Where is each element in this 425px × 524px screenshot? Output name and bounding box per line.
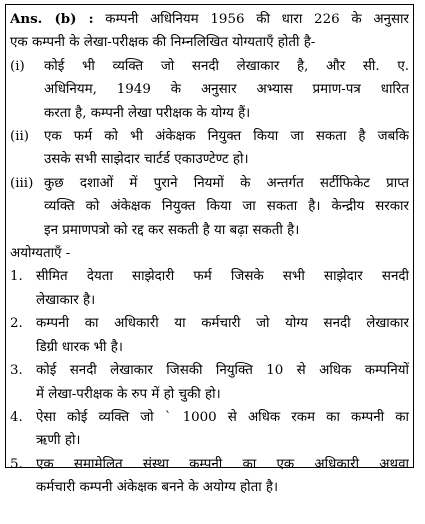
disqualification-number: 5. xyxy=(10,456,23,472)
disqualification-text-line: कर्मचारी कम्पनी अंकेक्षक बनने के अयोग्य होता है। xyxy=(36,480,279,496)
qualification-text-line: अधिनियम, 1949 के अनुसार अभ्यास प्रमाण-पत्र धारित xyxy=(44,82,409,98)
disqualification-text-line: में लेखा-परीक्षक के रुप में हो चुकी हो। xyxy=(36,386,221,402)
qualification-item xyxy=(10,172,409,242)
qualification-item xyxy=(10,125,409,172)
qualification-text xyxy=(44,172,409,242)
disqualification-number: 1. xyxy=(10,269,23,285)
disqualification-text xyxy=(36,453,409,500)
answer-intro-line-1 xyxy=(10,8,409,31)
qualification-item xyxy=(10,55,409,125)
disqualification-text-line: एक समामेलित संस्था कम्पनी का एक अधिकारी अथवा xyxy=(36,456,409,472)
disqualification-text-line: लेखाकार है। xyxy=(36,292,96,308)
disqualification-text xyxy=(36,312,409,359)
disqualification-text-line: कोई सनदी लेखाकार जिसकी नियुक्ति 10 से अधिक कम्पनियों xyxy=(36,363,409,379)
disqualification-text-line: सीमित देयता साझेदारी फर्म जिसके सभी साझेदार सनदी xyxy=(36,269,409,285)
disqualification-number: 3. xyxy=(10,363,23,379)
disqualification-item xyxy=(10,265,409,312)
qualification-text xyxy=(44,125,409,172)
answer-box xyxy=(5,4,414,496)
disqualification-text-line: ऋणी हो। xyxy=(36,433,81,449)
qualification-number: (ii) xyxy=(10,129,30,145)
disqualification-item xyxy=(10,453,409,500)
qualification-number: (iii) xyxy=(10,175,34,191)
disqualification-number: 2. xyxy=(10,316,23,332)
qualification-number: (i) xyxy=(10,58,25,74)
disqualification-item xyxy=(10,312,409,359)
disqualification-text-line: ऐसा कोई व्यक्ति जो ` 1000 से अधिक रकम का कम्पनी का xyxy=(36,409,409,425)
disqualification-text xyxy=(36,359,409,406)
qualification-text-line: एक फर्म को भी अंकेक्षक नियुक्त किया जा सकता है जबकि xyxy=(44,129,409,145)
qualification-list xyxy=(10,55,409,242)
qualification-text-line: उसके सभी साझेदार चार्टर्ड एकाउण्टेण्ट हो। xyxy=(44,152,249,168)
answer-intro-line-2: एक कम्पनी के लेखा-परीक्षक की निम्नलिखित योग्यताएँ होती है- xyxy=(10,35,316,51)
qualification-text-line: कुछ दशाओं में पुराने नियमों के अन्तर्गत सर्टीफिकेट प्राप्त xyxy=(44,175,409,191)
disqualification-text-line: कम्पनी का अधिकारी या कर्मचारी जो योग्य सनदी लेखाकार xyxy=(36,316,409,332)
disqualification-heading: अयोग्यताएँ - xyxy=(10,246,71,262)
disqualification-item xyxy=(10,359,409,406)
disqualification-text xyxy=(36,265,409,312)
qualification-text-line: करता है, कम्पनी लेखा परीक्षक के योग्य हैं। xyxy=(44,105,251,121)
disqualification-list xyxy=(10,265,409,499)
qualification-text-line: कोई भी व्यक्ति जो सनदी लेखाकार है, और सी. ए. xyxy=(44,58,409,74)
disqualification-number: 4. xyxy=(10,409,23,425)
answer-intro-text-1: कम्पनी अधिनियम 1956 की धारा 226 के अनुसार xyxy=(105,12,409,27)
qualification-text-line: इन प्रमाणपत्रो को रद्द कर सकती है या बढ़ा सकती है। xyxy=(44,222,300,238)
answer-label: Ans. (b) : xyxy=(10,11,94,27)
disqualification-text-line: डिग्री धारक भी है। xyxy=(36,339,123,355)
qualification-text xyxy=(44,55,409,125)
qualification-text-line: व्यक्ति को अंकेक्षक नियुक्त किया जा सकता है। केन्द्रीय सरकार xyxy=(44,199,409,215)
disqualification-item xyxy=(10,406,409,453)
disqualification-text xyxy=(36,406,409,453)
